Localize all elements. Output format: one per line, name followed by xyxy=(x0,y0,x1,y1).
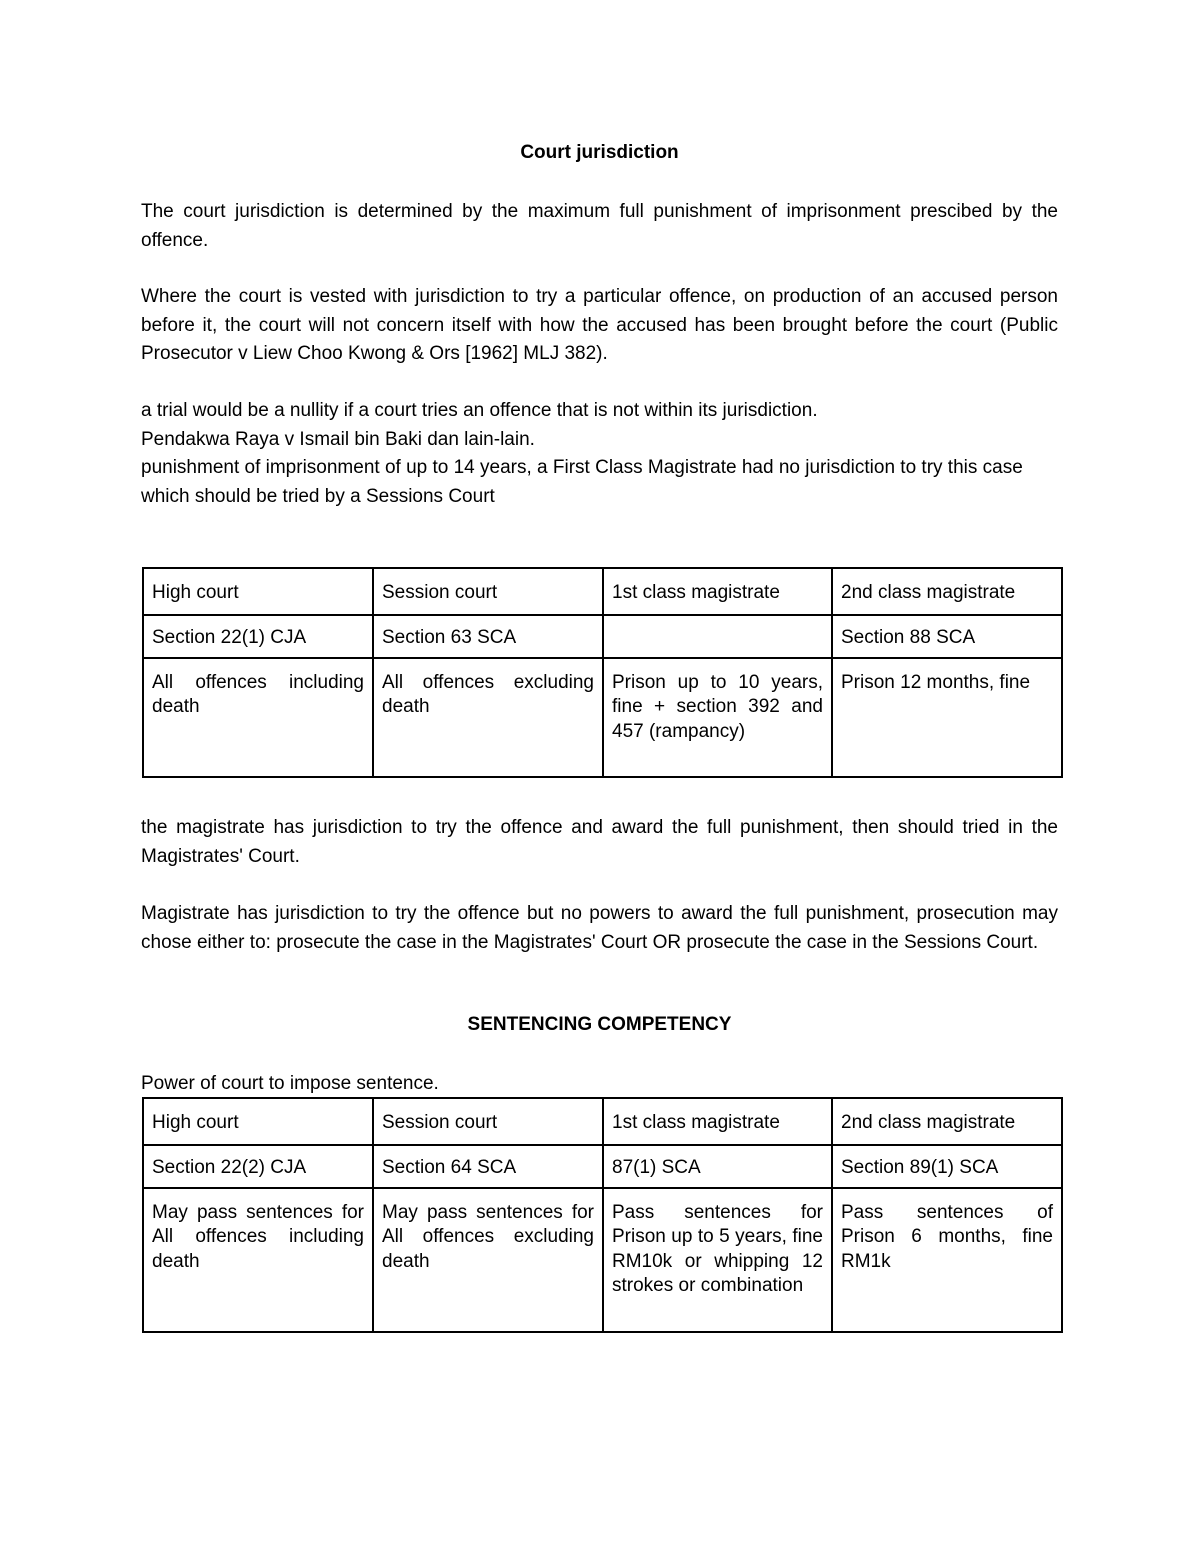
table-row-scope xyxy=(143,658,1062,777)
table-cell: 87(1) SCA xyxy=(603,1145,832,1188)
table-row-sections xyxy=(143,1145,1062,1188)
table-header-row xyxy=(143,1098,1062,1145)
table-row-powers xyxy=(143,1188,1062,1332)
table-cell-empty xyxy=(603,615,832,658)
table-cell: Section 88 SCA xyxy=(832,615,1062,658)
table-cell: Section 64 SCA xyxy=(373,1145,603,1188)
nullity-line: a trial would be a nullity if a court tries an offence that is not within its jurisdiction. xyxy=(141,400,818,421)
table-cell: May pass sentences for All offences including death xyxy=(143,1188,373,1332)
header-cell-2nd-class-magistrate: 2nd class magistrate xyxy=(832,568,1062,615)
sentencing-intro: Power of court to impose sentence. xyxy=(141,1073,439,1094)
table-cell: Section 89(1) SCA xyxy=(832,1145,1062,1188)
intro-paragraph: The court jurisdiction is determined by the maximum full punishment of imprisonment prescibed by the offence. xyxy=(141,201,1058,251)
table-cell: Prison up to 10 years, fine + section 392 and 457 (rampancy) xyxy=(603,658,832,777)
case-citation: Pendakwa Raya v Ismail bin Baki dan lain-lain. xyxy=(141,428,535,450)
no-powers-paragraph: Magistrate has jurisdiction to try the offence but no powers to award the full punishment, prosecution may chose either to: prosecute the case in the Magistrates' Court OR prosecute the case in the Sessions Court. xyxy=(141,903,1058,953)
sentencing-table xyxy=(142,1097,1063,1333)
nullity-block xyxy=(141,397,1058,512)
table-cell: Pass sentences for Prison up to 5 years, fine RM10k or whipping 12 strokes or combination xyxy=(603,1188,832,1332)
table-cell: Section 22(2) CJA xyxy=(143,1145,373,1188)
header-cell-high-court: High court xyxy=(143,568,373,615)
full-punishment-paragraph: the magistrate has jurisdiction to try the offence and award the full punishment, then should tried in the Magistrates' Court. xyxy=(141,817,1058,867)
header-cell-session-court: Session court xyxy=(373,1098,603,1145)
table-cell: All offences excluding death xyxy=(373,658,603,777)
header-cell-2nd-class-magistrate: 2nd class magistrate xyxy=(832,1098,1062,1145)
header-cell-1st-class-magistrate: 1st class magistrate xyxy=(603,1098,832,1145)
case-holding: punishment of imprisonment of up to 14 years, a First Class Magistrate had no jurisdiction to try this case which should be tried by a Sessions Court xyxy=(141,457,1023,508)
header-cell-session-court: Session court xyxy=(373,568,603,615)
table-cell: All offences including death xyxy=(143,658,373,777)
table-cell: Prison 12 months, fine xyxy=(832,658,1062,777)
page-title: Court jurisdiction xyxy=(520,142,679,163)
table-cell: Pass sentences of Prison 6 months, fine RM1k xyxy=(832,1188,1062,1332)
jurisdiction-table xyxy=(142,567,1063,778)
header-cell-high-court: High court xyxy=(143,1098,373,1145)
table-cell: Section 63 SCA xyxy=(373,615,603,658)
vested-jurisdiction-paragraph: Where the court is vested with jurisdiction to try a particular offence, on production of an accused person before it, the court will not concern itself with how the accused has been brought before the court (Public Prosecutor v Liew Choo Kwong & Ors [1962] MLJ 382). xyxy=(141,286,1058,365)
header-cell-1st-class-magistrate: 1st class magistrate xyxy=(603,568,832,615)
table-cell: Section 22(1) CJA xyxy=(143,615,373,658)
table-cell: May pass sentences for All offences excluding death xyxy=(373,1188,603,1332)
section-heading-sentencing: SENTENCING COMPETENCY xyxy=(467,1014,732,1035)
table-row-sections xyxy=(143,615,1062,658)
table-header-row xyxy=(143,568,1062,615)
